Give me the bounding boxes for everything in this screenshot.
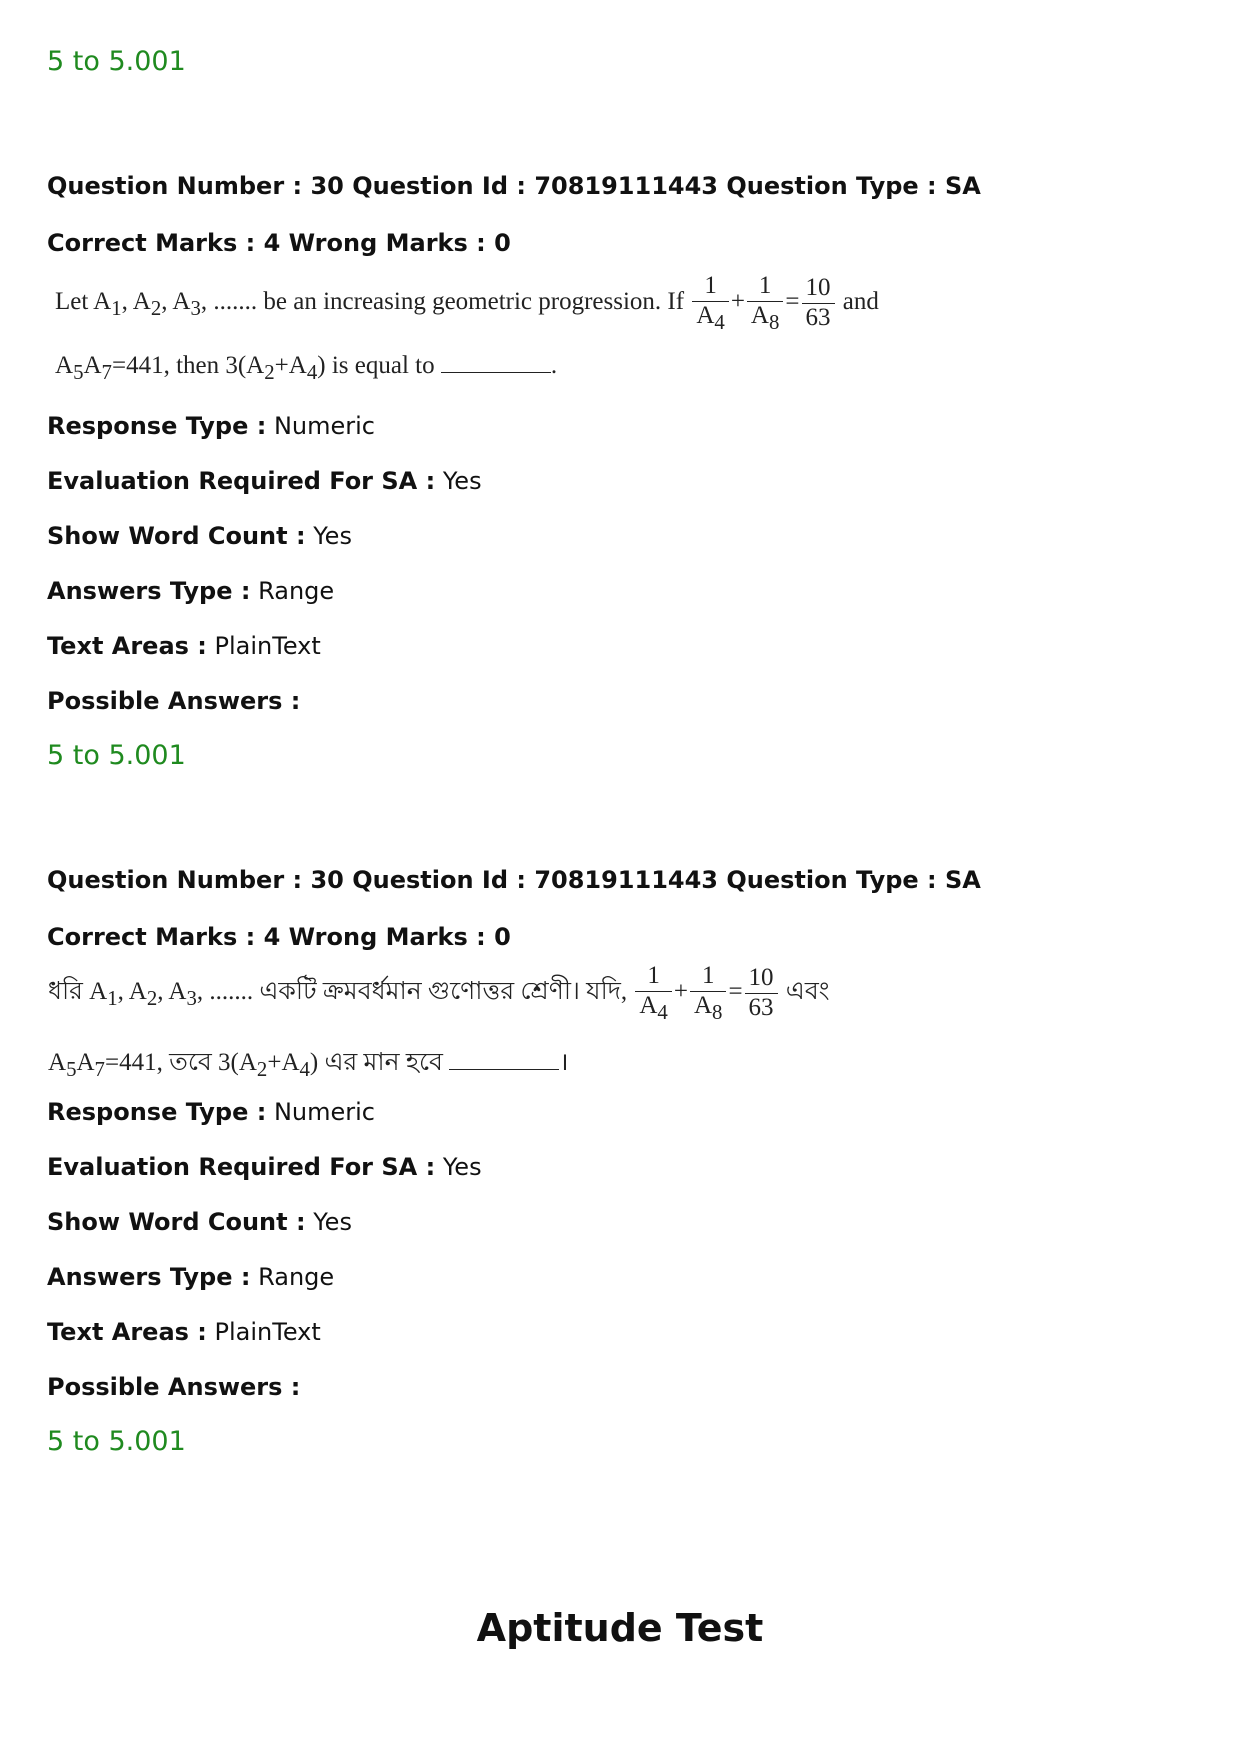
possible-answer: 5 to 5.001 (47, 740, 186, 771)
answer-blank (441, 371, 551, 373)
question-header: Question Number : 30 Question Id : 70819111443 Question Type : SA (47, 866, 981, 894)
answer-blank (449, 1068, 559, 1070)
fraction: $\frac{1}{A_8}$ (690, 962, 726, 1025)
question-text-line-2: $A_5A_7=441$, then $3(A_2+A_4)$ is equal to . (55, 352, 558, 384)
response-type: Response Type : Numeric (47, 1098, 375, 1126)
section-title: Aptitude Test (476, 1606, 764, 1650)
fraction: $\frac{1}{A_4}$ (692, 272, 728, 335)
evaluation-required: Evaluation Required For SA : Yes (47, 467, 482, 495)
question-marks: Correct Marks : 4 Wrong Marks : 0 (47, 229, 511, 257)
fraction: $\frac{10}{63}$ (802, 274, 835, 333)
text-areas: Text Areas : PlainText (47, 1318, 321, 1346)
question-marks: Correct Marks : 4 Wrong Marks : 0 (47, 923, 511, 951)
text-areas: Text Areas : PlainText (47, 632, 321, 660)
question-text-line-2: $A_5A_7=441$, তবে $3(A_2+A_4)$ এর মান হবে । (48, 1049, 569, 1081)
fraction: $\frac{1}{A_8}$ (747, 272, 783, 335)
show-word-count: Show Word Count : Yes (47, 1208, 352, 1236)
top-answer: 5 to 5.001 (47, 46, 186, 77)
possible-answers-label: Possible Answers : (47, 687, 301, 715)
fraction: $\frac{1}{A_4}$ (635, 962, 671, 1025)
show-word-count: Show Word Count : Yes (47, 522, 352, 550)
question-header: Question Number : 30 Question Id : 70819111443 Question Type : SA (47, 172, 981, 200)
possible-answer: 5 to 5.001 (47, 1426, 186, 1457)
question-text-line-1: ধরি $A_1$, $A_2$, $A_3$, ....... একটি ক্রমবর্ধমান গুণোত্তর শ্রেণী। যদি, $\frac{1}{A_4}$ + $\frac{1}{A_8}$ = $\frac{10}{63}$ এবং (48, 962, 830, 1024)
question-text-line-1: Let $A_1$, $A_2$, $A_3$, ....... be an increasing geometric progression. If $\frac{1}{A_4}$ + $\frac{1}{A_8}$ = $\frac{10}{63}$ and (55, 272, 879, 334)
fraction: $\frac{10}{63}$ (745, 964, 778, 1023)
possible-answers-label: Possible Answers : (47, 1373, 301, 1401)
response-type: Response Type : Numeric (47, 412, 375, 440)
evaluation-required: Evaluation Required For SA : Yes (47, 1153, 482, 1181)
answers-type: Answers Type : Range (47, 1263, 335, 1291)
answers-type: Answers Type : Range (47, 577, 335, 605)
